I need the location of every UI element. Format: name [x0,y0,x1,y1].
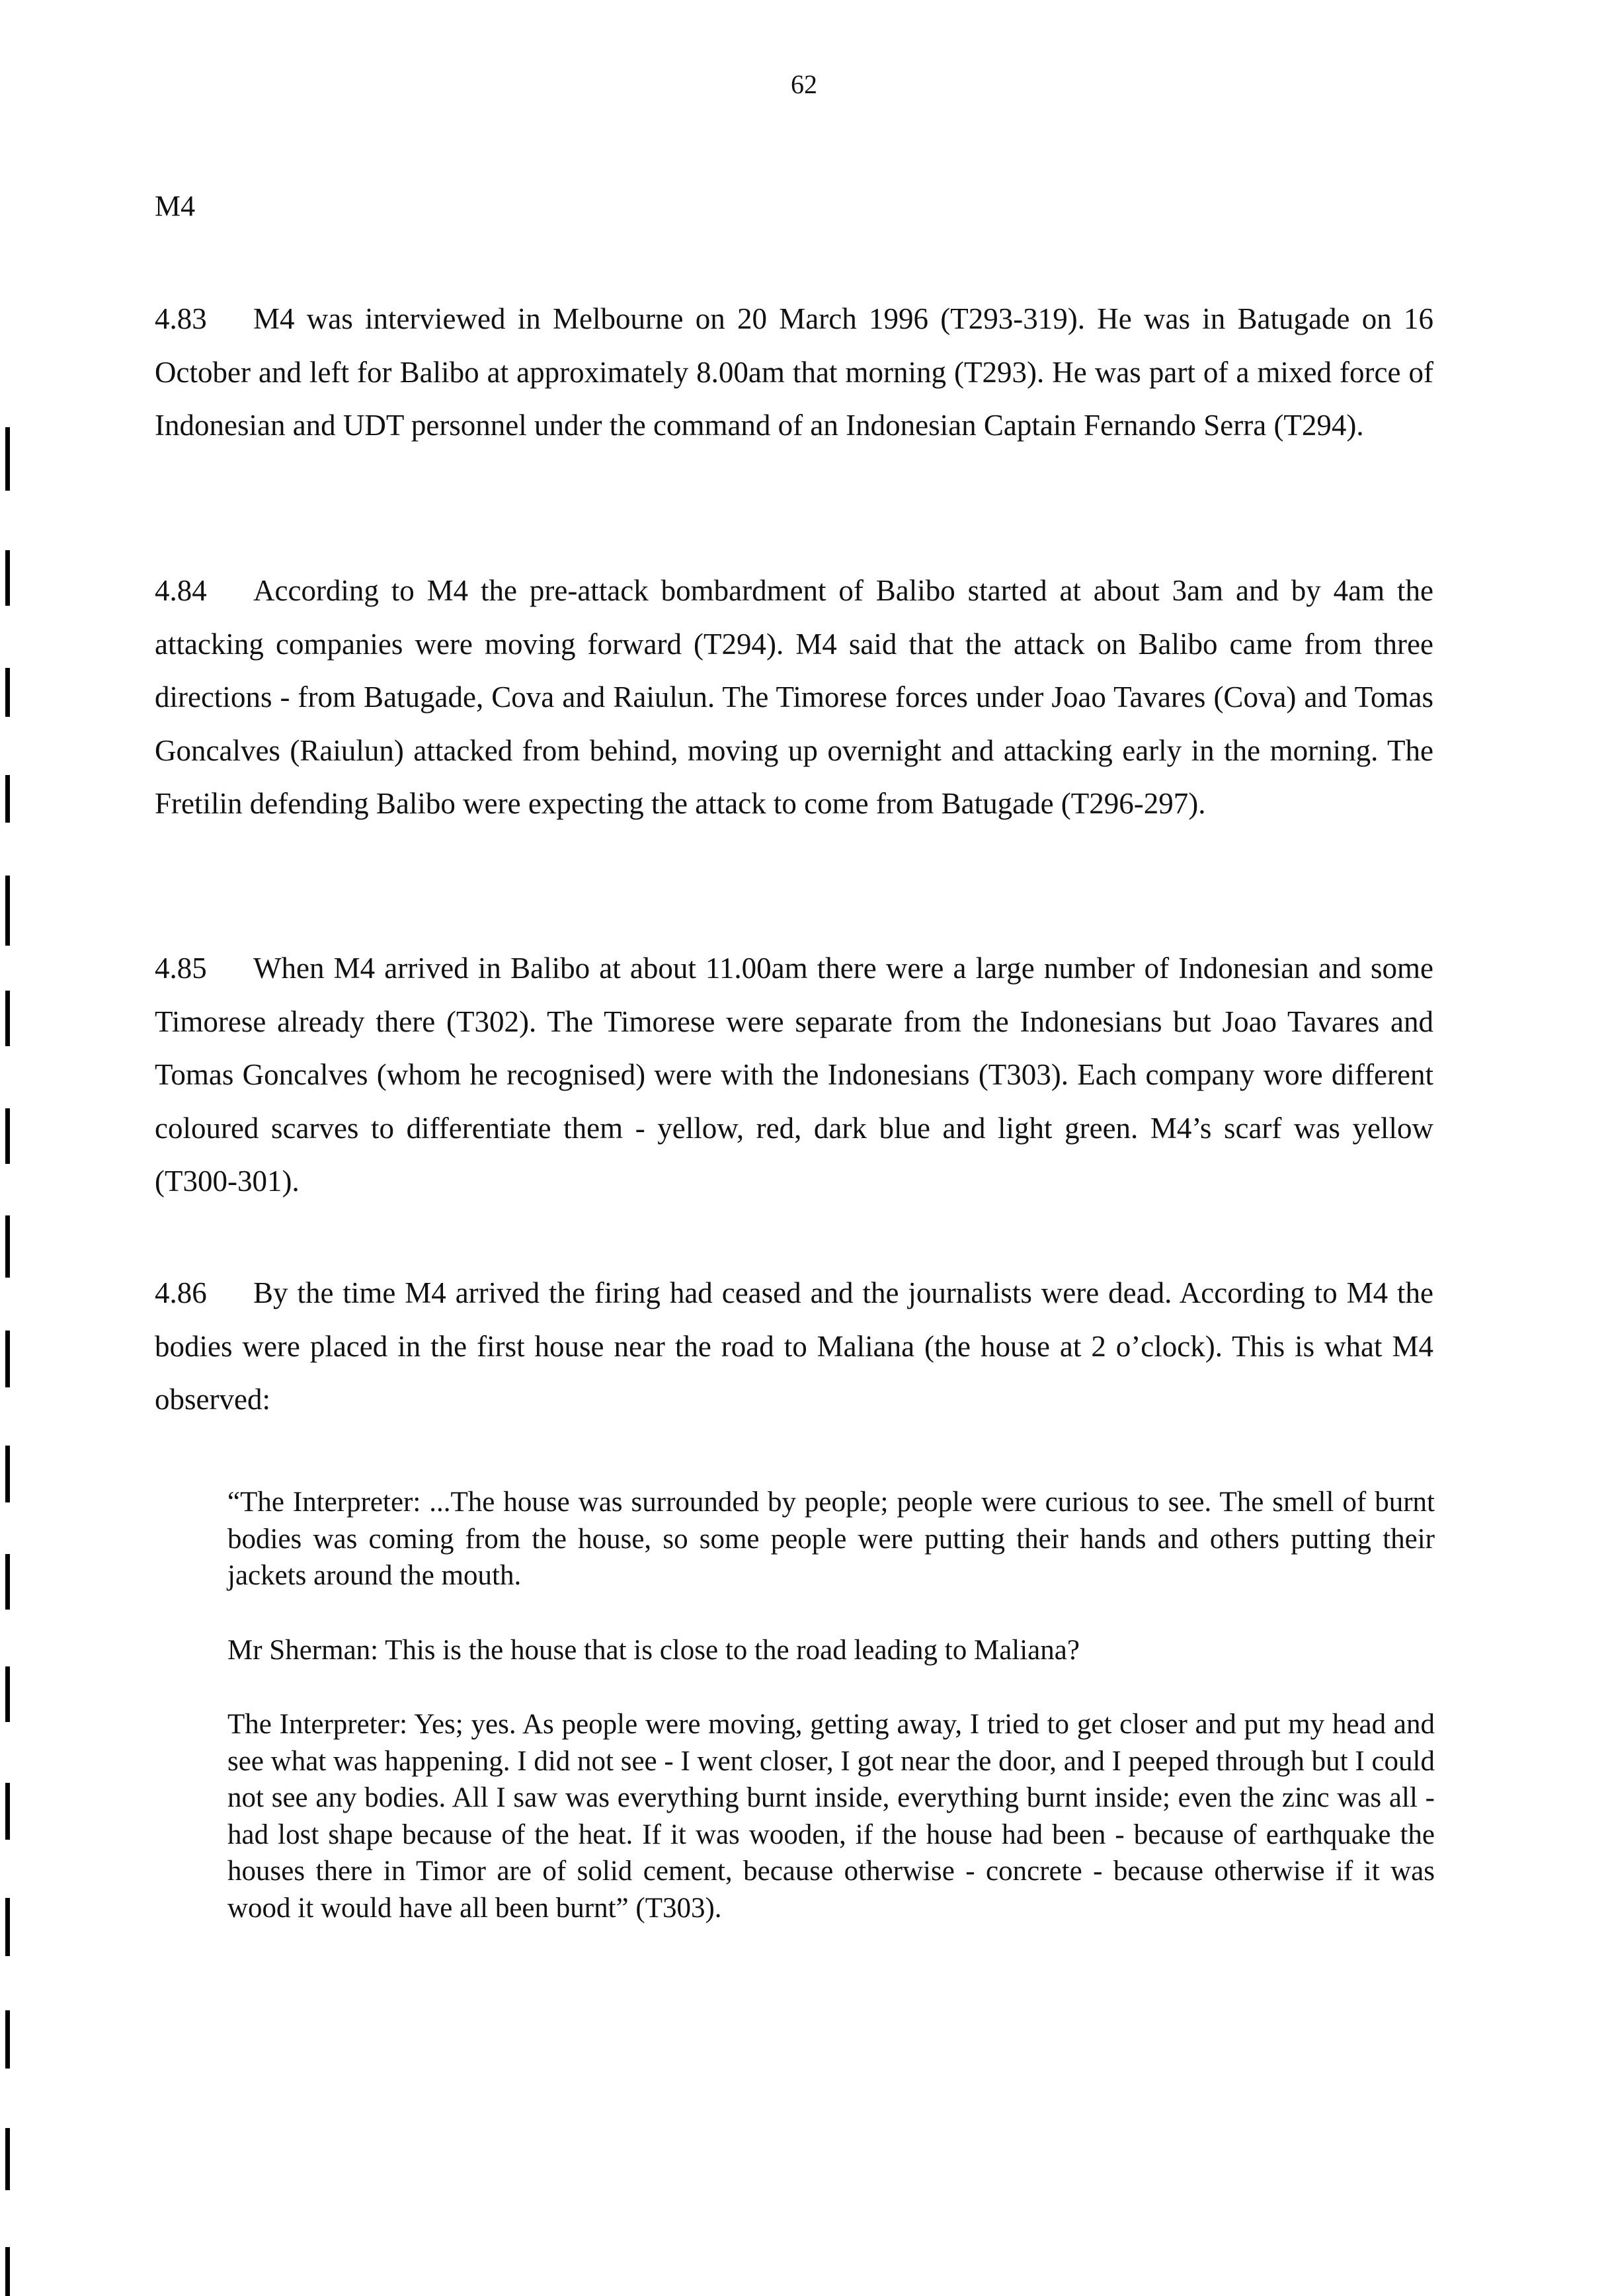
paragraph-text: By the time M4 arrived the firing had ceased and the journalists were dead. According to M4 the bodies were placed in the first house near the road to Maliana (the house at 2 o’clock). This is what M4 observed: [155,1276,1433,1416]
block-quote-part-1: “The Interpreter: ...The house was surrounded by people; people were curious to see. The smell of burnt bodies was coming from the house, so some people were putting their hands and others putting their jackets around the mouth. [227,1487,1435,1591]
margin-change-bar [5,2010,10,2069]
section-heading: M4 [155,190,196,222]
paragraph-number: 4.85 [155,952,207,985]
margin-change-bar [5,876,10,946]
paragraph-4-84 [155,564,1433,831]
margin-change-bar [5,2247,10,2296]
paragraph-number: 4.83 [155,302,207,335]
paragraph-number: 4.86 [155,1276,207,1309]
margin-change-bar [5,1554,10,1610]
block-quote-part-3: The Interpreter: Yes; yes. As people were moving, getting away, I tried to get closer and put my head and see what was happening. I did not see - I went closer, I got near the door, and I peeped through but I could not see any bodies. All I saw was everything burnt inside, everything burnt inside; even the zinc was all - had lost shape because of the heat. If it was wooden, if the house had been - because of earthquake the houses there in Timor are of solid cement, because otherwise - concrete - because otherwise if it was wood it would have all been burnt” (T303). [227,1709,1435,1924]
margin-change-bar [5,1666,10,1722]
paragraph-4-83 [155,292,1433,452]
page-number: 62 [791,69,817,99]
margin-change-bar [5,1108,10,1164]
margin-change-bar [5,1215,10,1278]
paragraph-4-86 [155,1266,1433,1426]
paragraph-text: When M4 arrived in Balibo at about 11.00am there were a large number of Indonesian and some Timorese already there (T302). The Timorese were separate from the Indonesians but Joao Tavares and Tomas Goncalves (whom he recognised) were with the Indonesians (T303). Each company wore different coloured scarves to differentiate them - yellow, red, dark blue and light green. M4’s scarf was yellow (T300-301). [155,952,1433,1198]
margin-change-bar [5,427,10,491]
paragraph-number: 4.84 [155,574,207,607]
margin-change-bar [5,1446,10,1502]
margin-change-bar [5,991,10,1046]
margin-change-bar [5,550,10,606]
block-quote-part-2: Mr Sherman: This is the house that is close to the road leading to Maliana? [227,1635,1080,1666]
margin-change-bar [5,668,10,717]
paragraph-text: M4 was interviewed in Melbourne on 20 March 1996 (T293-319). He was in Batugade on 16 October and left for Balibo at approximately 8.00am that morning (T293). He was part of a mixed force of Indonesian and UDT personnel under the command of an Indonesian Captain Fernando Serra (T294). [155,302,1433,442]
margin-change-bar [5,1898,10,1956]
margin-change-bar [5,1331,10,1387]
margin-change-bar [5,1783,10,1840]
paragraph-4-85 [155,942,1433,1208]
margin-change-bar [5,2128,10,2190]
margin-change-bar [5,775,10,823]
paragraph-text: According to M4 the pre-attack bombardment of Balibo started at about 3am and by 4am the attacking companies were moving forward (T294). M4 said that the attack on Balibo came from three directions - from Batugade, Cova and Raiulun. The Timorese forces under Joao Tavares (Cova) and Tomas Goncalves (Raiulun) attacked from behind, moving up overnight and attacking early in the morning. The Fretilin defending Balibo were expecting the attack to come from Batugade (T296-297). [155,574,1433,820]
